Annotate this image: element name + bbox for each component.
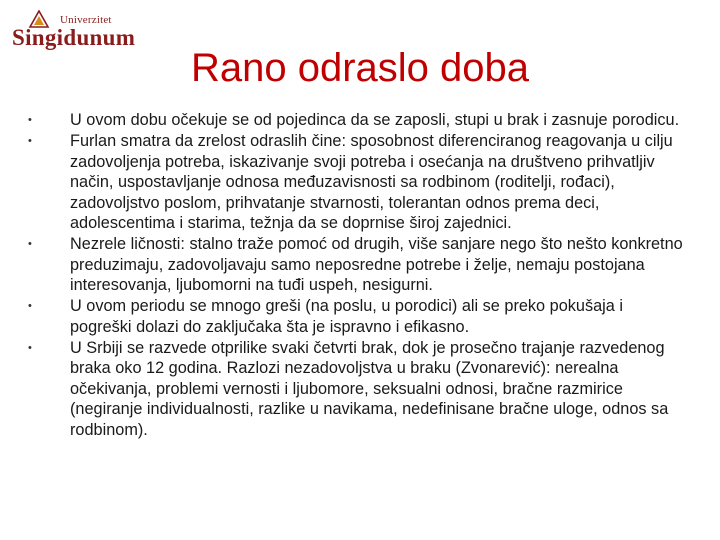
bullet-item [28,110,688,131]
slide-content [28,110,688,441]
bullet-item [28,296,688,337]
bullet-dot-icon: • [28,341,32,354]
bullet-dot-icon: • [28,238,32,250]
logo-small-text: Univerzitet [60,14,112,26]
bullet-dot-icon: • [28,114,32,126]
slide-title: Rano odraslo doba [190,46,530,90]
bullet-dot-icon: • [28,300,32,312]
bullet-text: U Srbiji se razvede otprilike svaki četvrti brak, dok je prosečno trajanje razvedenog braka oko 12 godina. Razlozi nezadovoljstva u braku (Zvonarević): nerealna očekivanja, problemi vernosti i ljubomore, seksualni odnosi, bračne razmirice (negiranje individualnosti, razlike u navikama, nedefinisane bračne uloge, odnos sa rodbinom). [70,338,669,439]
bullet-item [28,338,688,441]
bullet-text: Furlan smatra da zrelost odraslih čine: sposobnost diferenciranog reagovanja u cilju zadovoljenja potreba, iskazivanje svoji potreba i osećanja na društveno prihvatljiv način, uspostavljanje odnosa međuzavisnosti sa rodbinom (roditelji, rođaci), zadovoljstvo poslom, prihvatanje stvarnosti, tolerantan odnos prema deci, adolescentima i starima, težnja da se doprnise široj zajednici. [70,132,673,232]
bullet-text: U ovom periodu se mnogo greši (na poslu, u porodici) ali se preko pokušaja i pogreški dolazi do zaključaka šta je ispravno i efikasno. [70,297,623,336]
bullet-dot-icon: • [28,135,32,147]
bullet-item [28,131,688,234]
bullet-item [28,234,688,296]
bullet-text: Nezrele ličnosti: stalno traže pomoć od drugih, više sanjare nego što nešto konkretno preduzimaju, zadovoljavaju samo neposredne potrebe i želje, nemaju postojana interesovanja, ljubomorni na tuđi uspeh, nesigurni. [70,235,683,294]
bullet-list [28,110,688,440]
logo-big-text: Singidunum [12,25,136,50]
bullet-text: U ovom dobu očekuje se od pojedinca da se zaposli, stupi u brak i zasnuje porodicu. [70,111,680,129]
